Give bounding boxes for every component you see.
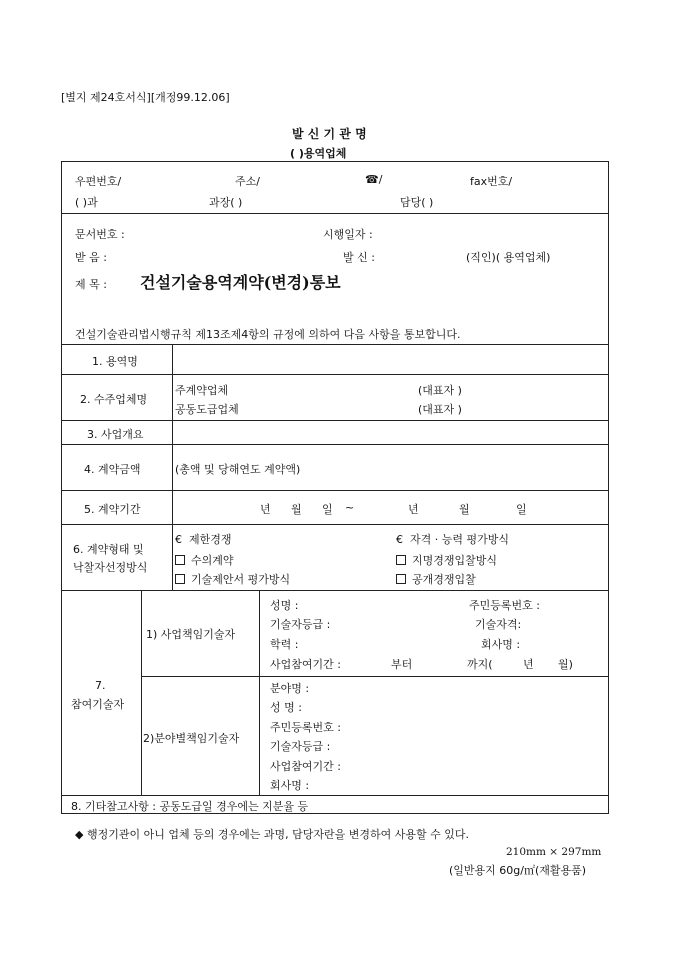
checkbox-icon — [175, 574, 185, 584]
period-year-start: 년 — [260, 503, 271, 516]
pm-name-label: 성명 : — [270, 599, 299, 612]
subject-label: 제 목 : — [75, 278, 107, 291]
period-year-end: 년 — [408, 503, 419, 516]
table-line — [61, 524, 608, 525]
engineers-label: 참여기술자 — [71, 698, 125, 711]
engineers-number: 7. — [95, 679, 106, 692]
option-nominated[interactable]: 지명경쟁입찰방식 — [396, 552, 497, 568]
section-chief-label: 과장( ) — [209, 196, 243, 209]
table-line — [172, 344, 173, 590]
service-name-label: 1. 용역명 — [92, 355, 138, 368]
option-restricted[interactable]: € 제한경쟁 — [175, 533, 232, 546]
pm-company-label: 회사명 : — [481, 638, 521, 651]
pm-grade-label: 기술자등급 : — [270, 618, 331, 631]
other-notes-label: 8. 기타참고사항 : 공동도급일 경우에는 지분율 등 — [71, 800, 309, 813]
period-day-start: 일 — [322, 503, 333, 516]
option-open-bidding[interactable]: 공개경쟁입찰 — [396, 571, 476, 587]
table-line — [61, 444, 608, 445]
euro-mark-icon: € — [396, 533, 403, 546]
option-technical-proposal[interactable]: 기술제안서 평가방식 — [175, 571, 290, 587]
euro-mark-icon: € — [175, 533, 182, 546]
contractor-label: 2. 수주업체명 — [80, 393, 148, 406]
subject-title: 건설기술용역계약(변경)통보 — [140, 273, 341, 292]
checkbox-icon — [396, 555, 406, 565]
project-overview-label: 3. 사업개요 — [87, 428, 144, 441]
pm-to-label: 까지( — [467, 658, 493, 671]
recipient-label: 받 음 : — [75, 251, 107, 264]
table-line — [61, 374, 608, 375]
contract-period-label: 5. 계약기간 — [84, 503, 141, 516]
fm-grade-label: 기술자등급 : — [270, 740, 331, 753]
joint-representative-label: (대표자 ) — [418, 403, 462, 416]
field-manager-label: 2)분야별책임기술자 — [143, 732, 240, 745]
pm-education-label: 학력 : — [270, 638, 299, 651]
table-line — [61, 590, 608, 591]
fm-rrn-label: 주민등록번호 : — [270, 721, 341, 734]
footer-note: ◆ 행정기관이 아니 업체 등의 경우에는 과명, 담당자란을 변경하여 사용할 수 있다. — [75, 828, 469, 841]
doc-number-label: 문서번호 : — [75, 228, 125, 241]
checkbox-icon — [396, 574, 406, 584]
main-representative-label: (대표자 ) — [418, 384, 462, 397]
table-line — [141, 676, 608, 677]
fm-period-label: 사업참여기간 : — [270, 760, 341, 773]
divider — [61, 213, 608, 214]
issuer-title: 발 신 기 관 명 — [292, 127, 367, 141]
table-line — [141, 590, 142, 795]
contract-amount-label: 4. 계약금액 — [84, 463, 141, 476]
pm-rrn-label: 주민등록번호 : — [469, 599, 540, 612]
period-month-start: 월 — [291, 503, 302, 516]
form-reference: [별지 제24호서식][개정99.12.06] — [61, 91, 230, 104]
pm-cert-label: 기술자격: — [475, 618, 522, 631]
table-line — [259, 590, 260, 795]
period-day-end: 일 — [516, 503, 527, 516]
person-in-charge-label: 담당( ) — [400, 196, 434, 209]
fm-company-label: 회사명 : — [270, 779, 310, 792]
option-negotiated[interactable]: 수의계약 — [175, 552, 234, 568]
selection-method-label: 낙찰자선정방식 — [73, 561, 148, 574]
fax-label: fax번호/ — [470, 175, 513, 188]
table-line — [61, 490, 608, 491]
period-tilde: ~ — [345, 501, 355, 514]
pm-year-label: 년 — [523, 658, 534, 671]
contract-amount-note: (총액 및 당해연도 계약액) — [175, 463, 301, 476]
pm-from-label: 부터 — [391, 658, 413, 671]
joint-contractor-label: 공동도급업체 — [175, 403, 239, 416]
exec-date-label: 시행일자 : — [323, 228, 373, 241]
project-manager-label: 1) 사업책임기술자 — [146, 628, 236, 641]
issuer-subtitle: ( )용역업체 — [290, 147, 347, 160]
paper-size: 210mm × 297mm — [506, 846, 602, 858]
pm-period-label: 사업참여기간 : — [270, 658, 341, 671]
table-line — [61, 344, 608, 345]
fm-name-label: 성 명 : — [270, 701, 302, 714]
postal-code-label: 우편번호/ — [75, 175, 122, 188]
checkbox-icon — [175, 555, 185, 565]
main-contractor-label: 주계약업체 — [175, 384, 229, 397]
phone-icon: ☎/ — [365, 173, 383, 186]
address-label: 주소/ — [235, 175, 260, 188]
period-month-end: 월 — [459, 503, 470, 516]
division-label: ( )과 — [75, 196, 98, 209]
table-line — [61, 420, 608, 421]
contract-type-label: 6. 계약형태 및 — [73, 543, 144, 556]
option-qualification[interactable]: € 자격 · 능력 평가방식 — [396, 533, 509, 546]
seal-label: (직인)( 용역업체) — [466, 251, 551, 264]
fm-field-label: 분야명 : — [270, 682, 310, 695]
table-line — [61, 795, 608, 796]
paper-type: (일반용지 60g/㎡(재활용품) — [449, 864, 587, 877]
notice-text: 건설기술관리법시행규칙 제13조제4항의 규정에 의하여 다음 사항을 통보합니다. — [75, 328, 461, 341]
sender-label: 발 신 : — [343, 251, 375, 264]
pm-month-label: 월) — [558, 658, 573, 671]
